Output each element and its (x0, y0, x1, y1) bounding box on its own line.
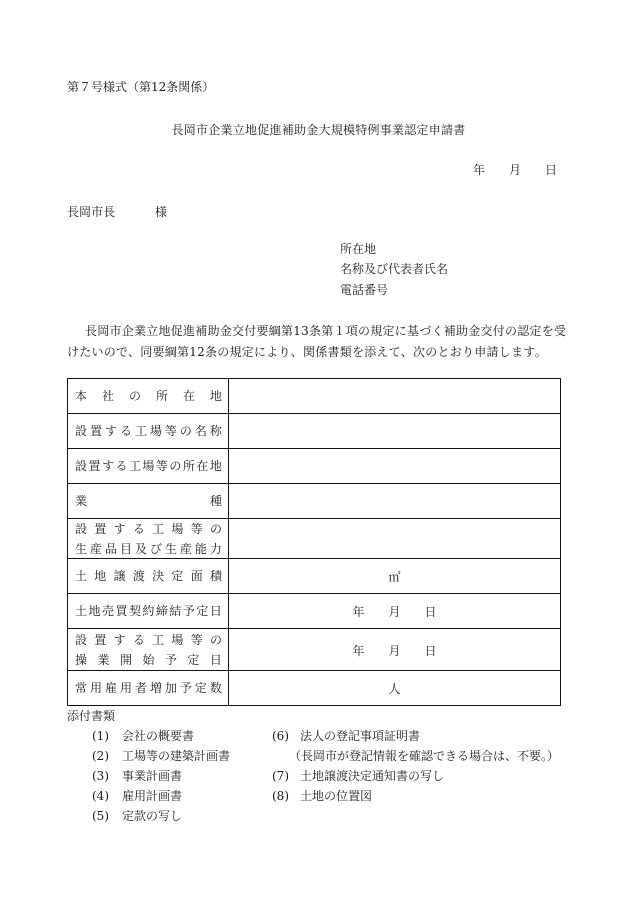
table-row (68, 413, 560, 448)
table-row (68, 670, 560, 705)
label-glyph: 業 (97, 652, 110, 667)
attachment-number: (1) (92, 729, 109, 743)
label-glyph: の (128, 389, 141, 403)
label-glyph: 結 (169, 604, 182, 618)
value-products-and-capacity (229, 519, 560, 558)
label-glyph: 常 (75, 681, 88, 695)
label-glyph: る (132, 521, 145, 536)
label-glyph: 工 (152, 632, 165, 647)
label-glyph: 地 (209, 389, 222, 403)
label-glyph: 日 (209, 652, 222, 667)
label-glyph: 置 (88, 459, 101, 473)
attachment-text: 土地譲渡決定通知書の写し (300, 769, 445, 783)
value-industry-type (229, 484, 560, 518)
value-head-office-address (229, 379, 560, 413)
label-glyph: 置 (89, 424, 102, 438)
label-glyph: 種 (209, 494, 222, 508)
label-glyph: 能 (194, 541, 207, 556)
label-glyph: 土 (75, 604, 88, 618)
row-label-line (75, 491, 222, 511)
label-glyph: 土 (75, 569, 88, 583)
value-operation-start-date: 年 月 日 (352, 643, 437, 658)
attachment-item (272, 727, 420, 745)
application-details-table (67, 378, 561, 706)
label-glyph: 工 (152, 521, 165, 536)
attachment-item (92, 747, 230, 765)
label-glyph: 予 (164, 652, 177, 667)
attachment-item (272, 767, 444, 785)
label-land-contract-date (68, 594, 229, 628)
label-glyph: 等 (190, 521, 203, 536)
row-label-line (75, 519, 222, 539)
label-glyph: 増 (149, 681, 162, 695)
label-glyph: る (132, 632, 145, 647)
label-glyph: 地 (94, 569, 107, 583)
label-glyph: 設 (75, 632, 88, 647)
label-glyph: 場 (171, 632, 184, 647)
value-facility-name (229, 414, 560, 448)
label-glyph: 締 (155, 604, 168, 618)
label-glyph: す (101, 459, 114, 473)
label-products-and-capacity (68, 519, 229, 558)
label-head-office-address (68, 379, 229, 413)
label-glyph: 地 (88, 604, 101, 618)
label-glyph: 渡 (132, 569, 145, 583)
label-glyph: 定 (171, 569, 184, 583)
label-glyph: 生 (164, 541, 177, 556)
label-operation-start-date (68, 629, 229, 670)
label-glyph: 数 (209, 681, 222, 695)
label-glyph: 用 (119, 681, 132, 695)
label-glyph: 買 (115, 604, 128, 618)
table-row (68, 379, 560, 413)
label-glyph: の (209, 521, 222, 536)
label-glyph: る (115, 459, 128, 473)
label-glyph: 雇 (104, 681, 117, 695)
label-glyph: 社 (101, 389, 114, 403)
attachment-text: 雇用計画書 (122, 789, 183, 803)
attachment-note: （長岡市が登記情報を確認できる場合は、不要。） (289, 749, 560, 763)
label-glyph: 設 (75, 459, 88, 473)
label-glyph: る (119, 424, 132, 438)
attachment-item (272, 787, 372, 805)
row-label-line (75, 650, 222, 670)
label-land-transfer-area (68, 559, 229, 593)
row-label-line (75, 539, 222, 559)
label-glyph: 者 (134, 681, 147, 695)
label-glyph: す (104, 424, 117, 438)
label-glyph: 在 (182, 389, 195, 403)
row-label-line (75, 456, 222, 476)
label-glyph: 場 (142, 459, 155, 473)
label-glyph: 場 (171, 521, 184, 536)
date-line: 年 月 日 (472, 163, 557, 177)
label-glyph: 積 (209, 569, 222, 583)
label-glyph: 所 (182, 459, 195, 473)
applicant-address-label: 所在地 (340, 242, 377, 256)
attachment-item (92, 807, 182, 825)
label-glyph: 等 (155, 459, 168, 473)
attachment-text: 土地の位置図 (300, 789, 373, 803)
label-glyph: す (113, 632, 126, 647)
attachment-number: (2) (92, 749, 109, 763)
row-label-line (75, 566, 222, 586)
label-glyph: び (149, 541, 162, 556)
label-glyph: 産 (89, 541, 102, 556)
label-glyph: 工 (128, 459, 141, 473)
attachment-number: (8) (272, 789, 289, 803)
attachment-number: (3) (92, 769, 109, 783)
table-row (68, 628, 560, 670)
label-glyph: 工 (134, 424, 147, 438)
label-glyph: 契 (128, 604, 141, 618)
value-facility-address (229, 449, 560, 483)
label-glyph: 在 (196, 459, 209, 473)
table-row (68, 448, 560, 483)
label-industry-type (68, 484, 229, 518)
label-glyph: 品 (104, 541, 117, 556)
label-glyph: 置 (94, 632, 107, 647)
table-row (68, 483, 560, 518)
label-glyph: 用 (89, 681, 102, 695)
application-statement-line: けたいので、同要綱第12条の規定により、関係書類を添えて、次のとおり申請します。 (67, 345, 547, 359)
label-facility-address (68, 449, 229, 483)
applicant-phone-label: 電話番号 (340, 283, 389, 297)
attachment-item (92, 727, 194, 745)
label-glyph: 定 (187, 652, 200, 667)
attachment-text: 法人の登記事項証明書 (300, 729, 421, 743)
attachment-text: 定款の写し (122, 809, 183, 823)
label-glyph: 譲 (113, 569, 126, 583)
row-label-line (75, 386, 222, 406)
attachment-item (92, 767, 182, 785)
label-glyph: 業 (75, 494, 88, 508)
addressee-name: 長岡市長 (67, 205, 116, 219)
label-glyph: 開 (119, 652, 132, 667)
label-glyph: 力 (209, 541, 222, 556)
row-label-line (75, 678, 222, 698)
label-glyph: 置 (94, 521, 107, 536)
label-glyph: 目 (119, 541, 132, 556)
label-glyph: 設 (75, 424, 88, 438)
label-glyph: 日 (209, 604, 222, 618)
label-glyph: 名 (194, 424, 207, 438)
value-land-contract-date: 年 月 日 (352, 605, 437, 619)
label-glyph: 定 (196, 604, 209, 618)
row-label-line (75, 630, 222, 650)
label-glyph: 称 (209, 424, 222, 438)
applicant-name-label: 名称及び代表者氏名 (340, 262, 449, 276)
label-glyph: 定 (194, 681, 207, 695)
attachment-number: (7) (272, 769, 289, 783)
table-row (68, 518, 560, 558)
row-label-line (75, 601, 222, 621)
value-employment-increase: 人 (388, 682, 401, 696)
attachment-text: 会社の概要書 (122, 729, 195, 743)
attachment-number: (4) (92, 789, 109, 803)
value-land-transfer-area: ㎡ (388, 570, 401, 584)
attachment-text: 事業計画書 (122, 769, 183, 783)
form-number: 第７号様式（第12条関係） (67, 80, 215, 94)
addressee-honorific: 様 (155, 205, 168, 219)
label-glyph: 産 (179, 541, 192, 556)
attachment-number: (5) (92, 809, 109, 823)
label-glyph: の (169, 459, 182, 473)
label-glyph: の (179, 424, 192, 438)
attachment-number: (6) (272, 729, 289, 743)
label-glyph: 地 (209, 459, 222, 473)
label-glyph: 売 (101, 604, 114, 618)
label-facility-name (68, 414, 229, 448)
label-glyph: 本 (75, 389, 88, 403)
label-glyph: 面 (190, 569, 203, 583)
table-row (68, 558, 560, 593)
label-glyph: 加 (164, 681, 177, 695)
document-title: 長岡市企業立地促進補助金大規模特例事業認定申請書 (171, 123, 466, 137)
label-glyph: 始 (142, 652, 155, 667)
label-glyph: 及 (134, 541, 147, 556)
label-glyph: 場 (149, 424, 162, 438)
label-glyph: 決 (152, 569, 165, 583)
row-label-line (75, 421, 222, 441)
label-employment-increase (68, 671, 229, 705)
label-glyph: の (209, 632, 222, 647)
label-glyph: 所 (155, 389, 168, 403)
label-glyph: 等 (164, 424, 177, 438)
label-glyph: 等 (190, 632, 203, 647)
label-glyph: 生 (75, 541, 88, 556)
attachment-text: 工場等の建築計画書 (122, 749, 231, 763)
application-statement-line: 長岡市企業立地促進補助金交付要綱第13条第１項の規定に基づく補助金交付の認定を受 (85, 324, 567, 338)
attachment-item (92, 787, 182, 805)
attachments-heading: 添付書類 (67, 709, 116, 723)
label-glyph: 操 (75, 652, 88, 667)
label-glyph: す (113, 521, 126, 536)
label-glyph: 約 (142, 604, 155, 618)
table-row (68, 593, 560, 628)
label-glyph: 設 (75, 521, 88, 536)
label-glyph: 予 (179, 681, 192, 695)
label-glyph: 予 (182, 604, 195, 618)
